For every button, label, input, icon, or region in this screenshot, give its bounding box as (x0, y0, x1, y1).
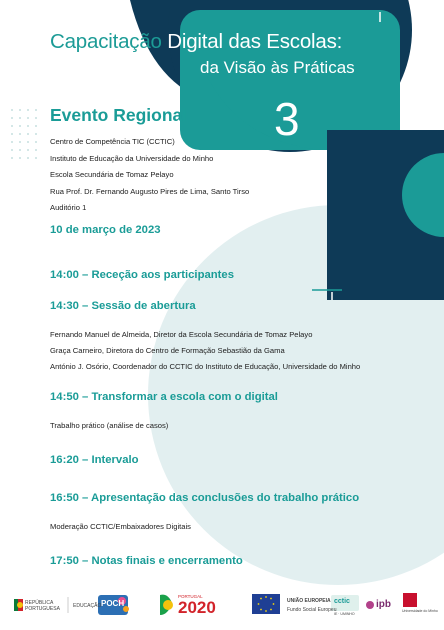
schedule-detail: Fernando Manuel de Almeida, Diretor da Escola Secundária de Tomaz Pelayo (50, 330, 313, 339)
logo-label: PORTUGUESA (25, 606, 60, 612)
venue-block (50, 134, 249, 217)
venue-line: Auditório 1 (50, 203, 87, 213)
logo-label: 2020 (178, 598, 216, 617)
sponsor-logos (0, 585, 444, 630)
title-accent-text: Capacitação (50, 30, 162, 53)
schedule-detail: Moderação CCTIC/Embaixadores Digitais (50, 522, 191, 531)
dot-pattern (11, 109, 37, 159)
venue-line: Escola Secundária de Tomaz Pelayo (50, 170, 174, 180)
schedule-detail: Trabalho prático (análise de casos) (50, 421, 169, 430)
logo-label: EDUCAÇÃO (73, 603, 102, 609)
logo-label: REPÚBLICA (25, 600, 54, 606)
main-title-line2: da Visão às Práticas (200, 58, 355, 77)
uminho-logo (403, 593, 417, 607)
venue-line: Instituto de Educação da Universidade do Minho (50, 153, 214, 163)
logo-label: PORTUGAL (178, 594, 203, 599)
ipb-logo (366, 601, 374, 609)
event-date: 10 de março de 2023 (50, 224, 161, 236)
schedule-item: 17:50 – Notas finais e encerramento (50, 555, 243, 567)
schedule-detail: António J. Osório, Coordenador do CCTIC do Instituto de Educação, Universidade do Minho (50, 362, 361, 371)
logo-label: ipb (376, 599, 391, 610)
schedule-item: 14:00 – Receção aos participantes (50, 269, 234, 281)
event-type-heading: Evento Regional (50, 105, 188, 125)
logo-label: POCH (101, 599, 125, 608)
main-title-line1 (50, 30, 342, 54)
schedule-item: 14:50 – Transformar a escola com o digital (50, 391, 278, 403)
schedule-item: 14:30 – Sessão de abertura (50, 300, 196, 312)
schedule-item: 16:20 – Intervalo (50, 454, 139, 466)
schedule-item: 16:50 – Apresentação das conclusões do trabalho prático (50, 492, 360, 504)
venue-line: Centro de Competência TIC (CCTIC) (50, 137, 175, 146)
edition-number: 3 (274, 93, 300, 145)
schedule-detail: Graça Carneiro, Diretora do Centro de Formação Sebastião da Gama (50, 346, 285, 355)
logo-label: UNIÃO EUROPEIA (287, 598, 331, 604)
logo-label: Fundo Social Europeu (287, 607, 337, 613)
logo-label: IE · UMINHO (334, 612, 355, 616)
logo-label: cctic (334, 598, 350, 605)
logo-label: Universidade do Minho (402, 609, 438, 613)
venue-line: Rua Prof. Dr. Fernando Augusto Pires de Lima, Santo Tirso (50, 186, 250, 196)
title-white-text: Digital das Escolas: (167, 30, 343, 53)
